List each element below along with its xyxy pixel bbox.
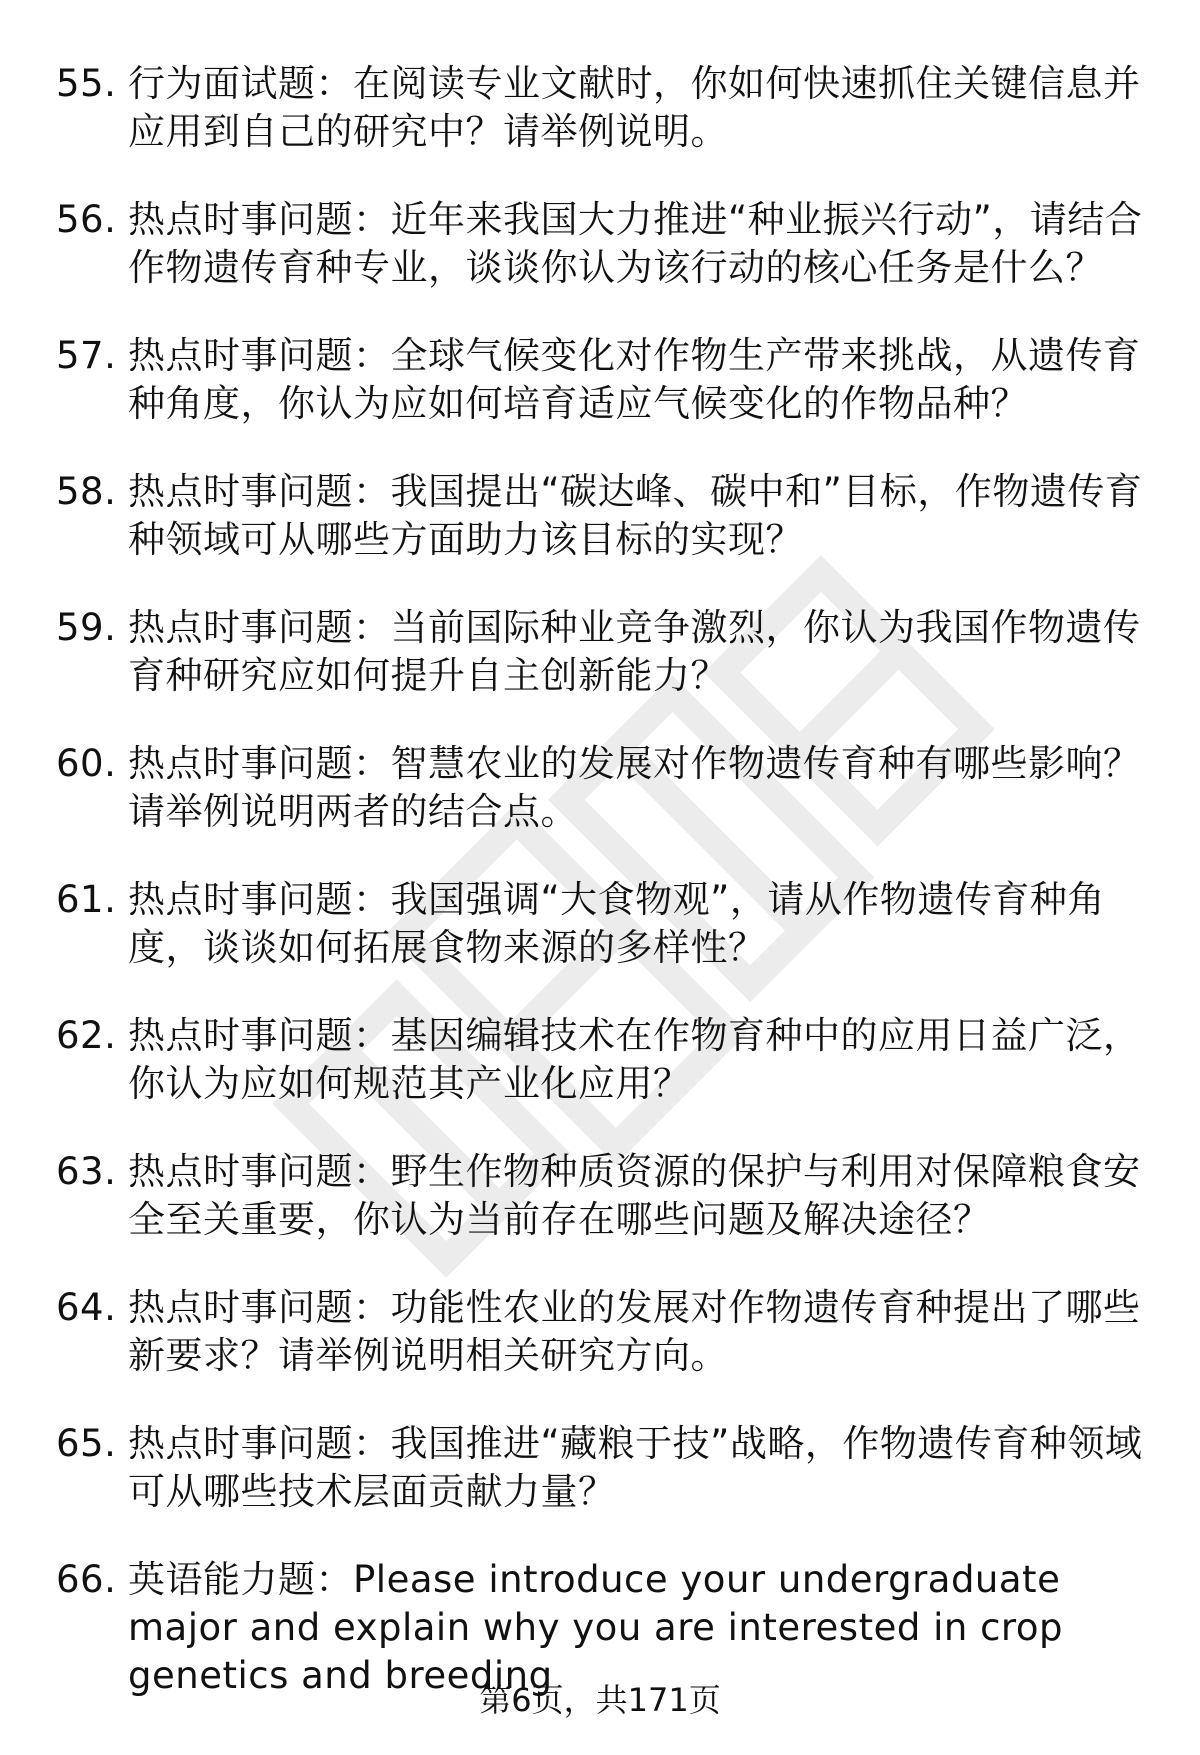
question-number: 62. xyxy=(56,1014,117,1057)
question-text: 热点时事问题：功能性农业的发展对作物遗传育种提出了哪些新要求？请举例说明相关研究方向。 xyxy=(128,1286,1141,1377)
list-item xyxy=(56,1012,1146,1108)
question-number: 57. xyxy=(56,334,117,377)
question-number: 60. xyxy=(56,742,117,785)
question-number: 55. xyxy=(56,62,117,105)
question-number: 58. xyxy=(56,470,117,513)
list-item xyxy=(56,332,1146,428)
list-item xyxy=(56,604,1146,700)
page-footer: 第6页，共171页 xyxy=(479,1681,721,1719)
question-text: 热点时事问题：基因编辑技术在作物育种中的应用日益广泛，你认为应如何规范其产业化应用？ xyxy=(128,1014,1141,1105)
question-text: 热点时事问题：我国提出“碳达峰、碳中和”目标，作物遗传育种领域可从哪些方面助力该目标的实现？ xyxy=(128,470,1143,561)
question-number: 63. xyxy=(56,1150,117,1193)
question-number: 56. xyxy=(56,198,117,241)
list-item xyxy=(56,60,1146,156)
question-number: 65. xyxy=(56,1422,117,1465)
question-text: 英语能力题：Please introduce your undergraduate major and explain why you are interested in crop genetics and breeding xyxy=(128,1558,1063,1697)
question-text: 热点时事问题：我国强调“大食物观”，请从作物遗传育种角度，谈谈如何拓展食物来源的多样性？ xyxy=(128,878,1105,969)
list-item xyxy=(56,196,1146,292)
list-item xyxy=(56,468,1146,564)
list-item xyxy=(56,1420,1146,1516)
list-item xyxy=(56,1556,1146,1700)
list-item xyxy=(56,1148,1146,1244)
question-text: 热点时事问题：智慧农业的发展对作物遗传育种有哪些影响？请举例说明两者的结合点。 xyxy=(128,742,1141,833)
question-number: 59. xyxy=(56,606,117,649)
question-number: 61. xyxy=(56,878,117,921)
list-item xyxy=(56,876,1146,972)
question-number: 64. xyxy=(56,1286,117,1329)
question-list xyxy=(56,60,1146,1740)
question-text: 热点时事问题：当前国际种业竞争激烈，你认为我国作物遗传育种研究应如何提升自主创新能力？ xyxy=(128,606,1141,697)
list-item xyxy=(56,740,1146,836)
question-text: 热点时事问题：全球气候变化对作物生产带来挑战，从遗传育种角度，你认为应如何培育适应气候变化的作物品种？ xyxy=(128,334,1141,425)
question-text: 热点时事问题：野生作物种质资源的保护与利用对保障粮食安全至关重要，你认为当前存在哪些问题及解决途径？ xyxy=(128,1150,1141,1241)
list-item xyxy=(56,1284,1146,1380)
question-text: 行为面试题：在阅读专业文献时，你如何快速抓住关键信息并应用到自己的研究中？请举例说明。 xyxy=(128,62,1141,153)
question-text: 热点时事问题：近年来我国大力推进“种业振兴行动”，请结合作物遗传育种专业，谈谈你认为该行动的核心任务是什么？ xyxy=(128,198,1143,289)
question-number: 66. xyxy=(56,1558,117,1601)
question-text: 热点时事问题：我国推进“藏粮于技”战略，作物遗传育种领域可从哪些技术层面贡献力量？ xyxy=(128,1422,1143,1513)
